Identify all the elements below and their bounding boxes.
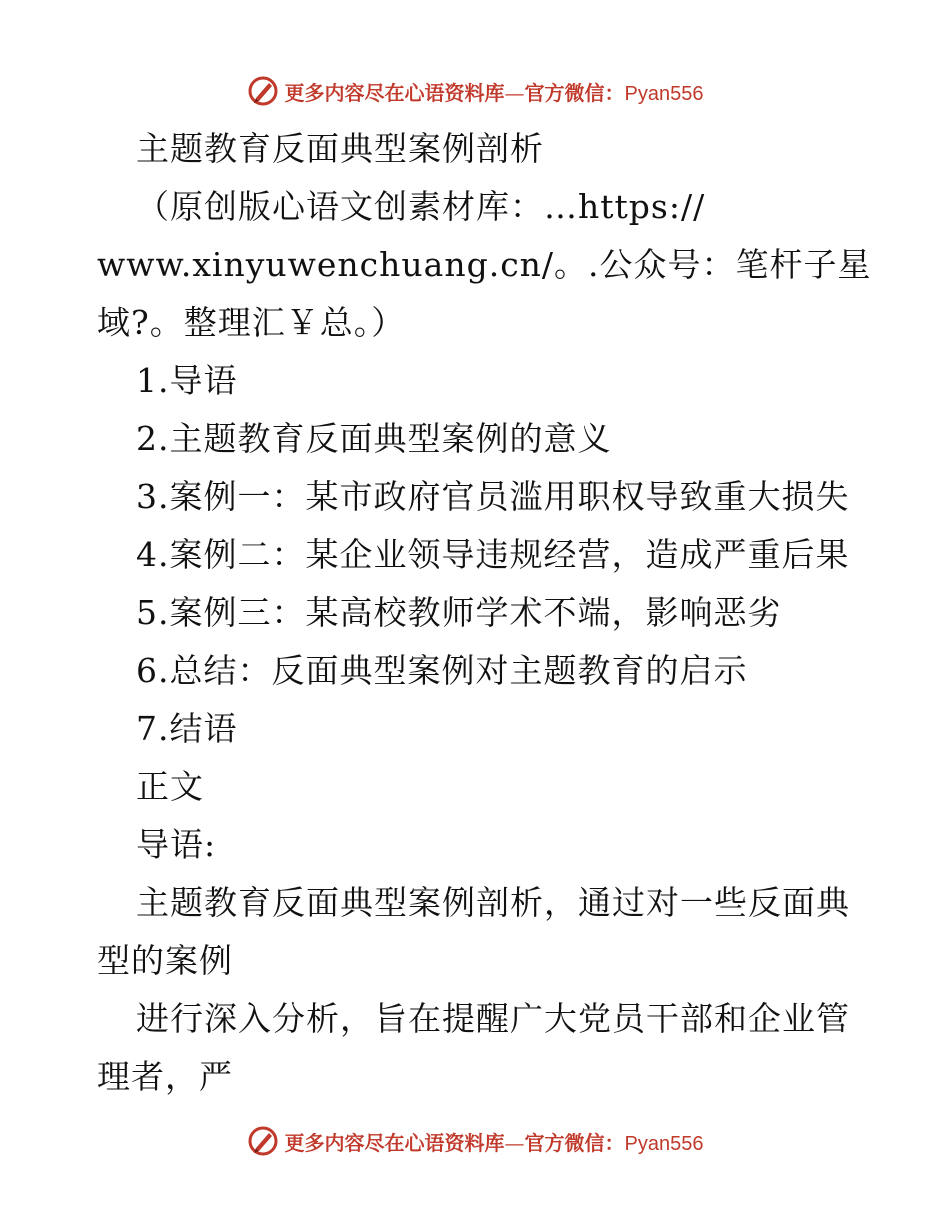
document-body xyxy=(97,120,872,1106)
footer-banner xyxy=(0,1121,950,1161)
source-line-2: www.xinyuwenchuang.cn/。.公众号：笔杆子星 xyxy=(97,245,872,284)
source-line-1 xyxy=(97,178,857,236)
intro-heading: 导语: xyxy=(136,825,217,864)
banner-wechat-label: 官方微信： xyxy=(524,1130,625,1155)
paragraph-1-line-2: 型的案例 xyxy=(97,941,233,980)
banner-main-text: 更多内容尽在心语资料库 xyxy=(284,1130,505,1155)
banner-text xyxy=(285,77,704,106)
header-banner xyxy=(0,71,950,111)
pen-logo-icon xyxy=(247,1125,279,1157)
paragraph-2-line-1: 进行深入分析，旨在提醒广大党员干部和企业管 xyxy=(136,999,850,1038)
banner-text xyxy=(285,1127,704,1156)
banner-wechat-id: Pyan556 xyxy=(624,82,704,105)
document-title: 主题教育反面典型案例剖析 xyxy=(136,129,544,168)
banner-wechat-id: Pyan556 xyxy=(624,1132,704,1155)
source-line-3: 域?。整理汇￥总。） xyxy=(97,303,406,342)
banner-main-text: 更多内容尽在心语资料库 xyxy=(284,80,505,105)
outline-item: 6.总结：反面典型案例对主题教育的启示 xyxy=(136,651,748,690)
outline-item: 7.结语 xyxy=(136,709,238,748)
outline-item: 1.导语 xyxy=(136,361,238,400)
banner-separator: — xyxy=(504,80,525,105)
outline-item: 2.主题教育反面典型案例的意义 xyxy=(136,419,612,458)
outline-item: 5.案例三：某高校教师学术不端，影响恶劣 xyxy=(136,593,782,632)
source-text-1: （原创版心语文创素材库：…https:// xyxy=(136,187,706,226)
paragraph-1-line-1: 主题教育反面典型案例剖析，通过对一些反面典 xyxy=(136,883,850,922)
pen-logo-icon xyxy=(247,75,279,107)
body-heading: 正文 xyxy=(136,767,204,806)
banner-wechat-label: 官方微信： xyxy=(524,80,625,105)
outline-item: 3.案例一：某市政府官员滥用职权导致重大损失 xyxy=(136,477,850,516)
banner-separator: — xyxy=(504,1130,525,1155)
paragraph-2-line-2: 理者，严 xyxy=(97,1057,233,1096)
outline-item: 4.案例二：某企业领导违规经营，造成严重后果 xyxy=(136,535,850,574)
